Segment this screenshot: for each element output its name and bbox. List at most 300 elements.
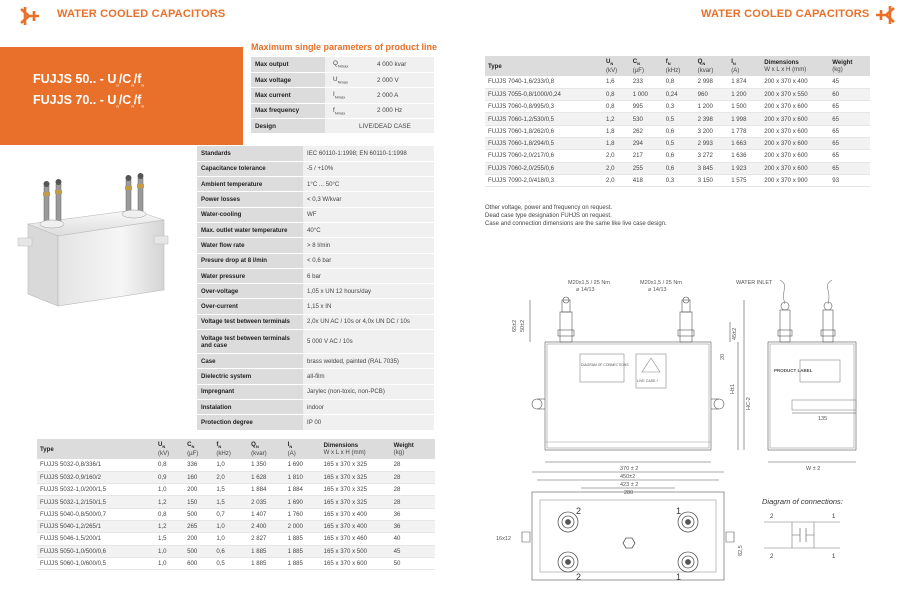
table-cell: 1,8 xyxy=(603,125,630,137)
table-header-row xyxy=(37,439,435,459)
table-cell: 200 x 370 x 400 xyxy=(761,76,829,88)
spec-label: Over-current xyxy=(197,299,303,314)
table-cell: 65 xyxy=(829,125,870,137)
max-param-symbol: $f_{Nmax}$ xyxy=(325,103,377,118)
table-cell: 265 xyxy=(184,520,213,532)
table-cell: 0,8 xyxy=(155,508,184,520)
table-row xyxy=(485,137,870,149)
terminal-1-bottom: 1 xyxy=(676,572,682,582)
max-param-label: Max voltage xyxy=(251,72,325,87)
table-cell: FUJJS 5040-0,8/500/0,7 xyxy=(37,508,155,520)
table-cell: 2,0 xyxy=(603,174,630,186)
table-cell: 1,5 xyxy=(213,484,248,496)
table-cell: 1,0 xyxy=(155,484,184,496)
table-row xyxy=(485,125,870,137)
table-cell: 200 xyxy=(184,484,213,496)
max-param-value: 2 000 Hz xyxy=(377,103,434,118)
table-cell: 65 xyxy=(829,137,870,149)
terminal-2-top: 2 xyxy=(576,506,582,516)
spec-value: 1,05 x UN 12 hours/day xyxy=(303,284,434,299)
table-cell: 2 035 xyxy=(248,496,285,508)
specifications-table xyxy=(197,146,434,431)
thread-label-right-2: ⌀ 14/13 xyxy=(648,287,667,293)
spec-value: 5 000 V AC / 10s xyxy=(303,330,434,354)
table-cell: 28 xyxy=(391,471,435,483)
col-type: Type xyxy=(485,56,603,76)
table-cell: 200 x 370 x 900 xyxy=(761,174,829,186)
spec-label: Impregnant xyxy=(197,384,303,399)
table-cell: 65 xyxy=(829,150,870,162)
spec-value: 6 bar xyxy=(303,268,434,283)
spec-row xyxy=(197,177,434,192)
table-cell: 262 xyxy=(630,125,663,137)
table-cell: 93 xyxy=(829,174,870,186)
max-param-row xyxy=(251,72,434,87)
spec-label: Dielectric system xyxy=(197,369,303,384)
table-cell: 0,8 xyxy=(155,459,184,471)
table-cell: 1,2 xyxy=(155,520,184,532)
table-cell: 233 xyxy=(630,76,663,88)
thread-label-right: M20x1,5 / 25 Nm xyxy=(640,280,682,286)
table-row xyxy=(485,150,870,162)
table-cell: 0,6 xyxy=(663,125,695,137)
spec-label: Protection degree xyxy=(197,415,303,430)
table-cell: 160 xyxy=(184,471,213,483)
spec-row xyxy=(197,146,434,161)
table-cell: 530 xyxy=(630,113,663,125)
table-cell: 165 x 370 x 500 xyxy=(321,545,391,557)
table-cell: 1 998 xyxy=(728,113,761,125)
table-cell: 1,0 xyxy=(155,545,184,557)
table-row xyxy=(37,533,435,545)
max-param-label: Max current xyxy=(251,88,325,103)
table-cell: 0,5 xyxy=(213,557,248,569)
table-cell: 418 xyxy=(630,174,663,186)
max-param-symbol: $Q_{Nmax}$ xyxy=(325,57,377,72)
design-value: LIVE/DEAD CASE xyxy=(325,119,434,134)
table-cell: 165 x 370 x 325 xyxy=(321,484,391,496)
table-cell: 1 690 xyxy=(285,459,321,471)
table-cell: 1 923 xyxy=(728,162,761,174)
table-row xyxy=(485,101,870,113)
table-cell: 0,8 xyxy=(603,101,630,113)
spec-label: Presure drop at 8 l/min xyxy=(197,253,303,268)
table-cell: FUJJS 5040-1,2/265/1 xyxy=(37,520,155,532)
table-cell: 2 000 xyxy=(285,520,321,532)
spec-row xyxy=(197,222,434,237)
table-cell: 200 x 370 x 600 xyxy=(761,113,829,125)
note-2: Dead case type designation FUHJS on request. xyxy=(485,213,612,219)
max-param-symbol: $I_{Nmax}$ xyxy=(325,88,377,103)
table-cell: 60 xyxy=(829,88,870,100)
table-cell: FUJJS 7090-2,0/418/0,3 xyxy=(485,174,603,186)
table-cell: 28 xyxy=(391,459,435,471)
table-cell: 0,6 xyxy=(663,162,695,174)
live-case-text: LIVE CASE I xyxy=(637,379,658,383)
table-cell: 1 778 xyxy=(728,125,761,137)
table-cell: 1,2 xyxy=(155,496,184,508)
max-params-table xyxy=(251,57,434,134)
table-cell: 200 xyxy=(184,533,213,545)
table-cell: 1 000 xyxy=(630,88,663,100)
thread-label-left: M20x1,5 / 25 Nm xyxy=(568,280,610,286)
table-cell: FUJJS 7060-1,2/530/0,5 xyxy=(485,113,603,125)
table-cell: 200 x 370 x 600 xyxy=(761,101,829,113)
spec-value: WF xyxy=(303,207,434,222)
max-param-label: Max output xyxy=(251,57,325,72)
table-cell: 1 575 xyxy=(728,174,761,186)
table-cell: 1 885 xyxy=(248,557,285,569)
table-cell: 0,7 xyxy=(213,508,248,520)
col-type: Type xyxy=(37,439,155,459)
table-cell: 1 500 xyxy=(728,101,761,113)
table-cell: 294 xyxy=(630,137,663,149)
table-cell: 1,0 xyxy=(213,459,248,471)
col-dimensions: Dimensions W x L x H (mm) xyxy=(761,56,829,76)
table-cell: FUJJS 7060-0,8/995/0,3 xyxy=(485,101,603,113)
table-row xyxy=(37,496,435,508)
table-cell: FUJJS 5060-1,0/600/0,5 xyxy=(37,557,155,569)
table-cell: 1,5 xyxy=(213,496,248,508)
max-params-title: Maximum single parameters of product line xyxy=(251,42,438,52)
dim-hc: HC-2 xyxy=(746,397,752,410)
diagram-term-1b: 1 xyxy=(832,554,836,560)
table-cell: FUJJS 7060-2,0/255/0,6 xyxy=(485,162,603,174)
table-cell: 3 200 xyxy=(695,125,729,137)
header-title-left: WATER COOLED CAPACITORS xyxy=(57,8,226,20)
table-cell: FUJJS 5032-1,2/150/1,5 xyxy=(37,496,155,508)
table-cell: FUJJS 5032-0,9/160/2 xyxy=(37,471,155,483)
table-cell: 36 xyxy=(391,508,435,520)
table-row xyxy=(485,76,870,88)
col-in: $I_N$ (A) xyxy=(728,56,761,76)
table-cell: 28 xyxy=(391,496,435,508)
spec-label: Over-voltage xyxy=(197,284,303,299)
table-cell: 1 885 xyxy=(285,557,321,569)
dim-280: 280 xyxy=(624,490,634,496)
spec-row xyxy=(197,330,434,354)
table-cell: 36 xyxy=(391,520,435,532)
capacitor-photo xyxy=(14,166,184,310)
table-header-row xyxy=(485,56,870,76)
diagram-term-2b: 2 xyxy=(770,554,774,560)
brand-logo-left xyxy=(18,5,40,27)
design-row xyxy=(251,119,434,134)
spec-value: 40°C xyxy=(303,222,434,237)
table-cell: 165 x 370 x 325 xyxy=(321,471,391,483)
table-row xyxy=(37,471,435,483)
note-3: Case and connection dimensions are the same like live case design. xyxy=(485,221,667,227)
table-cell: 200 x 370 x 600 xyxy=(761,125,829,137)
table-cell: 2,0 xyxy=(213,471,248,483)
table-cell: 1 200 xyxy=(695,101,729,113)
table-cell: 0,3 xyxy=(663,101,695,113)
table-cell: 1 628 xyxy=(248,471,285,483)
table-cell: 200 x 370 x 600 xyxy=(761,150,829,162)
col-qn: $Q_N$ (kvar) xyxy=(248,439,285,459)
spec-row xyxy=(197,354,434,369)
table-cell: 65 xyxy=(829,101,870,113)
notes xyxy=(485,204,667,228)
table-cell: 1 760 xyxy=(285,508,321,520)
design-label: Design xyxy=(251,119,325,134)
table-cell: FUJJS 7060-1,8/262/0,6 xyxy=(485,125,603,137)
table-cell: 0,9 xyxy=(155,471,184,483)
table-cell: 165 x 370 x 600 xyxy=(321,557,391,569)
product-label-text: PRODUCT LABEL xyxy=(774,368,813,373)
table-cell: 1 884 xyxy=(248,484,285,496)
col-fn: $f_N$ (kHz) xyxy=(213,439,248,459)
spec-row xyxy=(197,314,434,329)
note-1: Other voltage, power and frequency on request. xyxy=(485,205,613,211)
table-cell: 960 xyxy=(695,88,729,100)
table-cell: 217 xyxy=(630,150,663,162)
max-param-symbol: $U_{Nmax}$ xyxy=(325,72,377,87)
table-cell: 165 x 370 x 325 xyxy=(321,459,391,471)
table-cell: 3 272 xyxy=(695,150,729,162)
table-cell: 1 350 xyxy=(248,459,285,471)
table-cell: 200 x 370 x 600 xyxy=(761,162,829,174)
spec-row xyxy=(197,268,434,283)
table-cell: 0,8 xyxy=(663,76,695,88)
table-cell: 1 885 xyxy=(248,545,285,557)
table-cell: 1,8 xyxy=(603,137,630,149)
spec-value: < 0,6 bar xyxy=(303,253,434,268)
table-cell: 1 636 xyxy=(728,150,761,162)
table-row xyxy=(37,545,435,557)
dim-w: W ± 2 xyxy=(806,466,821,472)
fujjs-50-table xyxy=(37,439,435,570)
table-cell: 1 874 xyxy=(728,76,761,88)
table-cell: 500 xyxy=(184,545,213,557)
spec-label: Water-cooling xyxy=(197,207,303,222)
table-row xyxy=(485,88,870,100)
table-row xyxy=(485,174,870,186)
spec-value: > 8 l/min xyxy=(303,238,434,253)
terminal-2-bottom: 2 xyxy=(576,572,582,582)
product-title-50: FUJJS 50.. - $U_n/C_n/f_n$ xyxy=(33,72,144,88)
dim-45: 45±2 xyxy=(732,327,738,340)
table-cell: 2,0 xyxy=(603,150,630,162)
spec-row xyxy=(197,253,434,268)
spec-row xyxy=(197,284,434,299)
table-cell: 1,0 xyxy=(213,533,248,545)
table-cell: 1 200 xyxy=(728,88,761,100)
spec-value: Jarylec (non-toxic, non-PCB) xyxy=(303,384,434,399)
water-inlet-label: WATER INLET xyxy=(736,280,773,286)
table-cell: 0,5 xyxy=(663,137,695,149)
table-row xyxy=(37,557,435,569)
table-cell: FUJJS 5050-1,0/500/0,6 xyxy=(37,545,155,557)
table-cell: 1,0 xyxy=(155,557,184,569)
table-cell: 50 xyxy=(391,557,435,569)
dim-65: 65±2 xyxy=(512,319,518,332)
table-row xyxy=(37,520,435,532)
table-cell: 0,3 xyxy=(663,174,695,186)
spec-row xyxy=(197,238,434,253)
table-cell: FUJJS 7060-1,8/294/0,5 xyxy=(485,137,603,149)
col-weight: Weight (kg) xyxy=(391,439,435,459)
col-dimensions: Dimensions W x L x H (mm) xyxy=(321,439,391,459)
col-cn: $C_N$ (µF) xyxy=(630,56,663,76)
table-cell: 65 xyxy=(829,162,870,174)
table-cell: 0,24 xyxy=(663,88,695,100)
spec-label: Voltage test between terminals xyxy=(197,314,303,329)
spec-value: IEC 60110-1:1998; EN 60110-1:1998 xyxy=(303,146,434,161)
table-row xyxy=(485,162,870,174)
spec-value: brass welded, painted (RAL 7035) xyxy=(303,354,434,369)
table-cell: 3 150 xyxy=(695,174,729,186)
max-param-value: 2 000 A xyxy=(377,88,434,103)
table-cell: 45 xyxy=(829,76,870,88)
col-weight: Weight (kg) xyxy=(829,56,870,76)
spec-value: < 0,3 W/kvar xyxy=(303,192,434,207)
table-cell: 1 663 xyxy=(728,137,761,149)
diagram-label-text: DIAGRAM OF CONNECTIONS xyxy=(581,363,629,367)
table-cell: 165 x 370 x 325 xyxy=(321,496,391,508)
table-cell: 40 xyxy=(391,533,435,545)
dim-423: 423 ± 2 xyxy=(620,482,639,488)
col-un: $U_N$ (kV) xyxy=(155,439,184,459)
table-cell: 255 xyxy=(630,162,663,174)
table-cell: 200 x 370 x 600 xyxy=(761,137,829,149)
spec-value: IP 00 xyxy=(303,415,434,430)
thread-label-left-2: ⌀ 14/13 xyxy=(576,287,595,293)
table-cell: 165 x 370 x 460 xyxy=(321,533,391,545)
table-cell: FUJJS 7040-1,6/233/0,8 xyxy=(485,76,603,88)
spec-label: Voltage test between terminals and case xyxy=(197,330,303,354)
diagram-title: Diagram of connections: xyxy=(762,497,843,506)
spec-label: Capacitance tolerance xyxy=(197,161,303,176)
technical-drawing xyxy=(480,270,920,600)
spec-label: Ambient temperature xyxy=(197,177,303,192)
table-cell: 1 885 xyxy=(285,533,321,545)
spec-row xyxy=(197,399,434,414)
max-param-row xyxy=(251,57,434,72)
table-row xyxy=(37,508,435,520)
spec-row xyxy=(197,299,434,314)
table-cell: 1 690 xyxy=(285,496,321,508)
max-param-value: 2 000 V xyxy=(377,72,434,87)
spec-value: indoor xyxy=(303,399,434,414)
table-cell: 2 993 xyxy=(695,137,729,149)
table-cell: 600 xyxy=(184,557,213,569)
table-cell: 2 400 xyxy=(248,520,285,532)
table-cell: 150 xyxy=(184,496,213,508)
spec-value: all-film xyxy=(303,369,434,384)
col-cn: $C_N$ (µF) xyxy=(184,439,213,459)
col-un: $U_N$ (kV) xyxy=(603,56,630,76)
dim-50: 50±2 xyxy=(520,319,526,332)
table-cell: 1,0 xyxy=(213,520,248,532)
spec-value: 1°C ... 50°C xyxy=(303,177,434,192)
table-cell: 1 407 xyxy=(248,508,285,520)
spec-label: Power losses xyxy=(197,192,303,207)
table-cell: 2 998 xyxy=(695,76,729,88)
table-cell: 2,0 xyxy=(603,162,630,174)
col-fn: $f_N$ (kHz) xyxy=(663,56,695,76)
spec-value: 1,15 x IN xyxy=(303,299,434,314)
diagram-term-2a: 2 xyxy=(770,514,774,520)
col-in: $I_N$ (A) xyxy=(285,439,321,459)
table-cell: 2 398 xyxy=(695,113,729,125)
table-cell: 200 x 370 x 550 xyxy=(761,88,829,100)
dim-16x12: 16x12 xyxy=(496,536,511,542)
table-row xyxy=(37,484,435,496)
max-param-value: 4 000 kvar xyxy=(377,57,434,72)
table-cell: 1,6 xyxy=(603,76,630,88)
table-cell: FUJJS 7055-0,8/1000/0,24 xyxy=(485,88,603,100)
table-cell: 3 845 xyxy=(695,162,729,174)
spec-label: Water flow rate xyxy=(197,238,303,253)
table-cell: 1,5 xyxy=(155,533,184,545)
spec-label: Water pressure xyxy=(197,268,303,283)
table-cell: 0,5 xyxy=(663,113,695,125)
table-cell: 995 xyxy=(630,101,663,113)
terminal-1-top: 1 xyxy=(676,506,682,516)
spec-row xyxy=(197,207,434,222)
table-cell: 0,6 xyxy=(213,545,248,557)
spec-row xyxy=(197,192,434,207)
col-qn: $Q_N$ (kvar) xyxy=(695,56,729,76)
table-row xyxy=(485,113,870,125)
spec-label: Instalation xyxy=(197,399,303,414)
table-cell: 0,6 xyxy=(663,150,695,162)
fujjs-70-table xyxy=(485,56,870,187)
spec-row xyxy=(197,369,434,384)
dim-450: 450±2 xyxy=(620,474,636,480)
table-cell: 0,8 xyxy=(603,88,630,100)
table-row xyxy=(37,459,435,471)
spec-label: Standards xyxy=(197,146,303,161)
table-cell: 1,2 xyxy=(603,113,630,125)
spec-row xyxy=(197,384,434,399)
table-cell: 165 x 370 x 400 xyxy=(321,520,391,532)
table-cell: 2 827 xyxy=(248,533,285,545)
table-cell: 65 xyxy=(829,113,870,125)
header-title-right: WATER COOLED CAPACITORS xyxy=(701,8,870,20)
spec-value: 2,0x UN AC / 10s or 4,0x UN DC / 10s xyxy=(303,314,434,329)
table-cell: FUJJS 7060-2,0/217/0,6 xyxy=(485,150,603,162)
table-cell: FUJJS 5032-1,0/200/1,5 xyxy=(37,484,155,496)
max-param-row xyxy=(251,88,434,103)
dim-h: H±1 xyxy=(730,383,736,394)
table-cell: 28 xyxy=(391,484,435,496)
dim-135: 135 xyxy=(818,416,828,422)
dim-370: 370 ± 2 xyxy=(620,466,639,472)
spec-row xyxy=(197,415,434,430)
table-cell: 1 810 xyxy=(285,471,321,483)
table-cell: 336 xyxy=(184,459,213,471)
brand-logo-right xyxy=(875,4,897,26)
spec-row xyxy=(197,161,434,176)
dim-20: 20 xyxy=(720,353,726,360)
table-cell: FUJJS 5032-0,8/336/1 xyxy=(37,459,155,471)
table-cell: 500 xyxy=(184,508,213,520)
dim-82-5: 82,5 xyxy=(738,545,744,556)
table-cell: FUJJS 5046-1,5/200/1 xyxy=(37,533,155,545)
table-cell: 1 885 xyxy=(285,545,321,557)
diagram-term-1a: 1 xyxy=(832,514,836,520)
table-cell: 45 xyxy=(391,545,435,557)
table-cell: 165 x 370 x 400 xyxy=(321,508,391,520)
spec-label: Case xyxy=(197,354,303,369)
max-param-row xyxy=(251,103,434,118)
spec-value: -5 / +10% xyxy=(303,161,434,176)
spec-label: Max. outlet water temperature xyxy=(197,222,303,237)
max-param-label: Max frequency xyxy=(251,103,325,118)
product-title-70: FUJJS 70.. - $U_n/C_n/f_n$ xyxy=(33,93,144,109)
